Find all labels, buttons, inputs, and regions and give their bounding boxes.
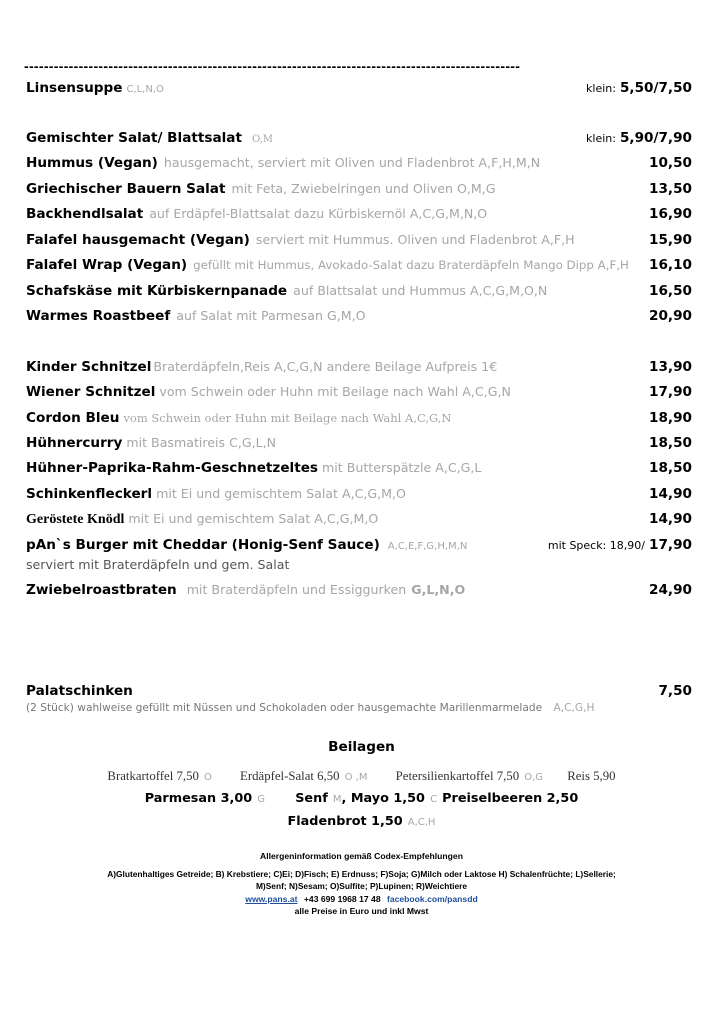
item-description: vom Schwein oder Huhn mit Beilage nach Wahl A,C,G,N bbox=[159, 384, 511, 399]
website-link[interactable]: www.pans.at bbox=[245, 894, 298, 904]
item-price-prefix: klein: bbox=[586, 132, 616, 145]
item-price: 10,50 bbox=[649, 155, 692, 171]
item-name: Warmes Roastbeef bbox=[26, 308, 171, 324]
item-description: hausgemacht, serviert mit Oliven und Fladenbrot A,F,H,M,N bbox=[163, 155, 541, 170]
item-name: Linsensuppe bbox=[26, 80, 123, 96]
item-allergens: A,C,E,F,G,H,M,N bbox=[387, 541, 468, 552]
dessert-description: (2 Stück) wahlweise gefüllt mit Nüssen und Schokoladen oder hausgemachte Marillenmarmelade A,C,G,H bbox=[26, 702, 595, 714]
item-name: Falafel Wrap (Vegan) bbox=[26, 257, 188, 273]
item-price-prefix: mit Speck: 18,90/ bbox=[547, 539, 645, 552]
item-description: mit Butterspätzle A,C,G,L bbox=[322, 460, 482, 475]
item-name: Hühnercurry bbox=[26, 435, 123, 451]
item-price: 18,90 bbox=[649, 410, 692, 426]
menu-item bbox=[26, 435, 692, 455]
item-description: Braterdäpfeln,Reis A,C,G,N andere Beilage Aufpreis 1€ bbox=[153, 359, 498, 374]
allergen-heading: Allergeninformation gemäß Codex-Empfehlungen bbox=[260, 851, 463, 861]
phone-number: +43 699 1968 17 48 bbox=[303, 894, 381, 904]
dessert-item bbox=[26, 683, 692, 703]
menu-item bbox=[26, 283, 692, 303]
item-price: 5,90/7,90 bbox=[619, 130, 692, 146]
item-description: vom Schwein oder Huhn mit Beilage nach Wahl A,C,G,N bbox=[123, 411, 452, 425]
item-price: 18,50 bbox=[649, 460, 692, 476]
item-price: 16,90 bbox=[649, 206, 692, 222]
item-price: 20,90 bbox=[649, 308, 692, 324]
item-name: pAn`s Burger mit Cheddar (Honig-Senf Sauce) bbox=[26, 537, 380, 553]
menu-item bbox=[26, 308, 692, 328]
item-description: serviert mit Hummus. Oliven und Fladenbrot A,F,H bbox=[255, 232, 575, 247]
item-name: Wiener Schnitzel bbox=[26, 384, 156, 400]
item-name: Schinkenfleckerl bbox=[26, 486, 153, 502]
item-price: 17,90 bbox=[649, 384, 692, 400]
item-price: 16,10 bbox=[649, 257, 692, 273]
menu-item bbox=[26, 257, 692, 277]
menu-item bbox=[26, 80, 692, 100]
item-price: 18,50 bbox=[649, 435, 692, 451]
item-name: Hühner-Paprika-Rahm-Geschnetzeltes bbox=[26, 460, 319, 476]
item-price: 5,50/7,50 bbox=[619, 80, 692, 96]
menu-item bbox=[26, 582, 692, 602]
item-description: mit Braterdäpfeln und Essiggurken bbox=[186, 582, 407, 597]
menu-item bbox=[26, 486, 692, 506]
dessert-name: Palatschinken bbox=[26, 683, 133, 699]
item-name: Zwiebelroastbraten bbox=[26, 582, 177, 598]
item-name: Schafskäse mit Kürbiskernpanade bbox=[26, 283, 288, 299]
item-name: Gemischter Salat/ Blattsalat bbox=[26, 130, 242, 146]
item-price: 24,90 bbox=[649, 582, 692, 598]
menu-item bbox=[26, 232, 692, 252]
menu-item bbox=[26, 537, 692, 557]
menu-item bbox=[26, 410, 692, 430]
beilagen-line-3: Fladenbrot 1,50 A,C,H bbox=[287, 814, 436, 829]
menu-item bbox=[26, 460, 692, 480]
item-price: 16,50 bbox=[649, 283, 692, 299]
contact-line bbox=[0, 894, 723, 904]
menu-item bbox=[26, 511, 692, 531]
divider-line: ---------------------------------------------------------------------------------------------------- bbox=[24, 58, 521, 74]
item-price: 17,90 bbox=[649, 537, 692, 553]
beilagen-line-1: Bratkartoffel 7,50 O Erdäpfel-Salat 6,50 O ,M Petersilienkartoffel 7,50 O,G Reis 5,90 bbox=[107, 769, 616, 783]
item-description: auf Erdäpfel-Blattsalat dazu Kürbiskernöl A,C,G,M,N,O bbox=[149, 206, 488, 221]
menu-item bbox=[26, 206, 692, 226]
item-name: Falafel hausgemacht (Vegan) bbox=[26, 232, 250, 248]
menu-item bbox=[26, 155, 692, 175]
menu-item bbox=[26, 384, 692, 404]
item-name: Geröstete Knödl bbox=[26, 512, 125, 527]
menu-item bbox=[26, 359, 692, 379]
item-description: auf Salat mit Parmesan G,M,O bbox=[176, 308, 366, 323]
item-description: mit Ei und gemischtem Salat A,C,G,M,O bbox=[128, 511, 379, 526]
item-allergens: G,L,N,O bbox=[411, 582, 466, 597]
item-description: mit Basmatireis C,G,L,N bbox=[126, 435, 277, 450]
price-note: alle Preise in Euro und inkl Mwst bbox=[294, 906, 429, 916]
dessert-allergens: A,C,G,H bbox=[553, 702, 595, 714]
item-price-prefix: klein: bbox=[586, 82, 616, 95]
item-name: Griechischer Bauern Salat bbox=[26, 181, 226, 197]
item-description: gefüllt mit Hummus, Avokado-Salat dazu Braterdäpfeln Mango Dipp A,F,H bbox=[193, 258, 629, 272]
item-name: Kinder Schnitzel bbox=[26, 359, 152, 375]
item-price: 14,90 bbox=[649, 511, 692, 527]
item-price: 15,90 bbox=[649, 232, 692, 248]
item-price: 13,50 bbox=[649, 181, 692, 197]
item-price: 14,90 bbox=[649, 486, 692, 502]
item-allergens: C,L,N,O bbox=[126, 84, 164, 95]
item-allergens: O,M bbox=[251, 134, 273, 145]
allergen-line-1: A)Glutenhaltiges Getreide; B) Krebstiere; C)Ei; D)Fisch; E) Erdnuss; F)Soja; G)Milch oder Laktose H) Schalenfrüchte; L)Sellerie; bbox=[107, 869, 616, 879]
beilagen-title: Beilagen bbox=[328, 739, 395, 755]
burger-subtext: serviert mit Braterdäpfeln und gem. Salat bbox=[26, 557, 290, 572]
item-name: Cordon Bleu bbox=[26, 410, 120, 426]
item-description: auf Blattsalat und Hummus A,C,G,M,O,N bbox=[293, 283, 548, 298]
facebook-link[interactable]: facebook.com/pansdd bbox=[386, 894, 478, 904]
item-description: mit Feta, Zwiebelringen und Oliven O,M,G bbox=[231, 181, 496, 196]
menu-item bbox=[26, 181, 692, 201]
item-description: mit Ei und gemischtem Salat A,C,G,M,O bbox=[156, 486, 406, 501]
menu-item bbox=[26, 130, 692, 150]
item-name: Hummus (Vegan) bbox=[26, 155, 158, 171]
allergen-line-2: M)Senf; N)Sesam; O)Sulfite; P)Lupinen; R)Weichtiere bbox=[255, 881, 468, 891]
dessert-price: 7,50 bbox=[658, 683, 692, 699]
item-price: 13,90 bbox=[649, 359, 692, 375]
beilagen-line-2: Parmesan 3,00 G Senf M, Mayo 1,50 C Preiselbeeren 2,50 bbox=[144, 791, 579, 806]
item-name: Backhendlsalat bbox=[26, 206, 144, 222]
